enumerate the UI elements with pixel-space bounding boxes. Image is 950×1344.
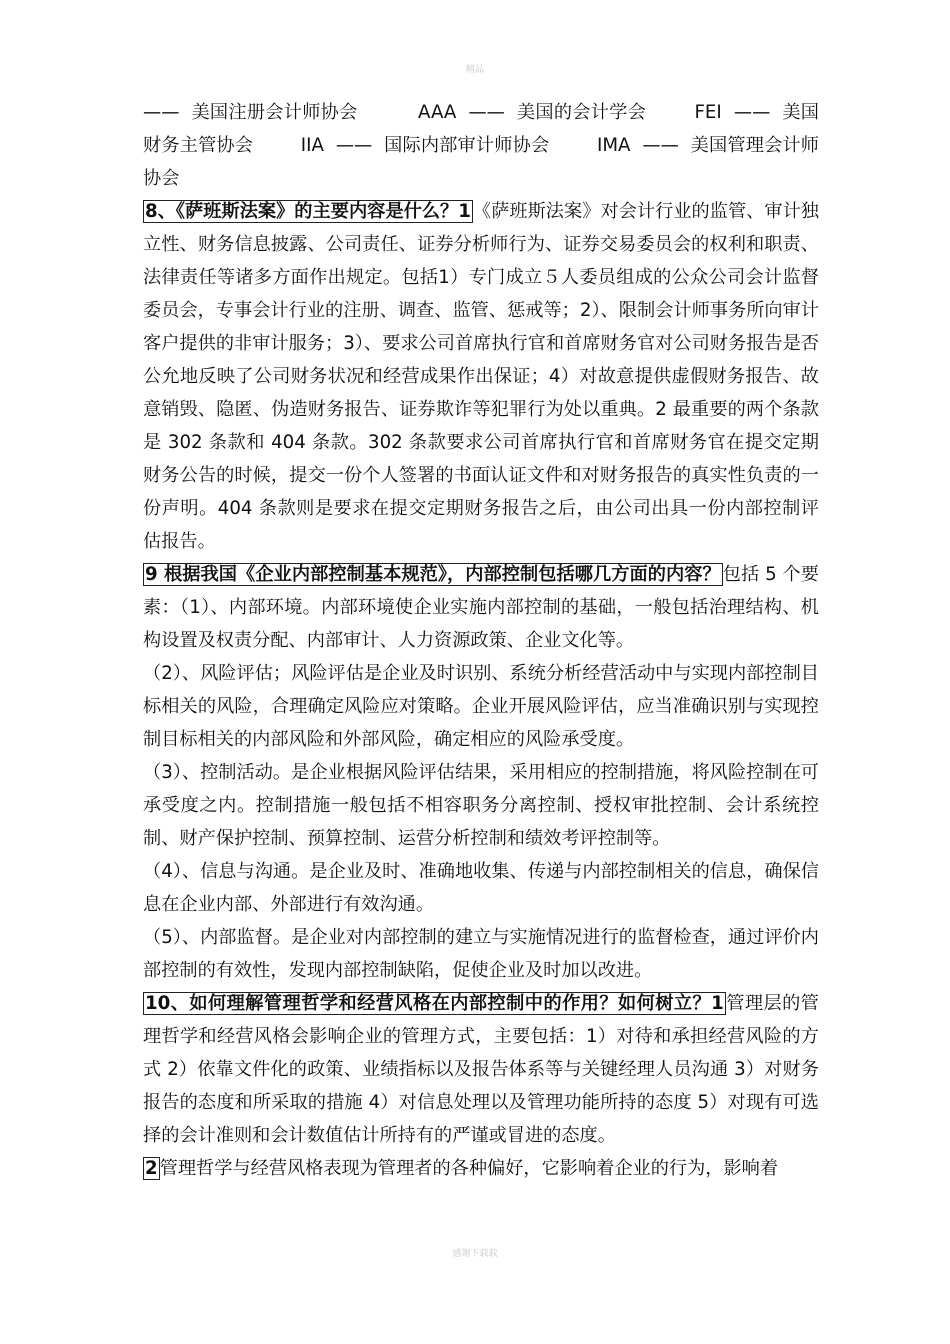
part-2-text: 管理哲学与经营风格表现为管理者的各种偏好，它影响着企业的行为，影响着 [159,1158,779,1179]
question-9-item: （2）、风险评估；风险评估是企业及时识别、系统分析经营活动中与实现内部控制目标相关的风险，合理确定风险应对策略。企业开展风险评估，应当准确识别与实现控制目标相关的内部风险和外部风险，确定相应的风险承受度。 [143,663,819,750]
part-2-marker: 2 [145,1158,158,1179]
question-10-part2 [143,1152,819,1185]
question-8-answer: 《萨班斯法案》对会计行业的监管、审计独立性、财务信息披露、公司责任、证券分析师行为、证券交易委员会的权利和职责、法律责任等诸多方面作出规定。包括1）专门成立５人委员组成的公众公司会计监督委员会，专事会计行业的注册、调查、监管、惩戒等；2）、限制会计师事务所向审计客户提供的非审计服务；3）、要求公司首席执行官和首席财务官对公司财务报告是否公允地反映了公司财务状况和经营成果作出保证；4）对故意提供虚假财务报告、故意销毁、隐匿、伪造财务报告、证券欺诈等犯罪行为处以重典。2 最重要的两个条款是 302 条款和 404 条款。302 条款要求公司首席执行官和首席财务官在提交定期财务公告的时候，提交一份个人签署的书面认证文件和对财务报告的真实性负责的一份声明。404 条款则是要求在提交定期财务报告之后，由公司出具一份内部控制评估报告。 [143,201,819,552]
question-8-heading: 8、《萨班斯法案》的主要内容是什么？1 [145,201,471,222]
question-9-item: （5）、内部监督。是企业对内部控制的建立与实施情况进行的监督检查，通过评价内部控制的有效性，发现内部控制缺陷，促使企业及时加以改进。 [143,927,819,981]
question-9-item: （3）、控制活动。是企业根据风险评估结果，采用相应的控制措施，将风险控制在可承受度之内。控制措施一般包括不相容职务分离控制、授权审批控制、会计系统控制、财产保护控制、预算控制、运营分析控制和绩效考评控制等。 [143,762,819,849]
question-9-heading: 9 根据我国《企业内部控制基本规范》，内部控制包括哪几方面的内容？ [145,564,721,585]
question-10-block [143,987,819,1152]
question-8-block [143,195,819,558]
page-footer: 感谢下载载 [452,1249,498,1259]
document-body [143,96,819,1185]
question-10-answer: 管理层的管理哲学和经营风格会影响企业的管理方式，主要包括：1）对待和承担经营风险的方式 2）依靠文件化的政策、业绩指标以及报告体系等与关键经理人员沟通 3）对财务报告的态度和所采取的措施 4）对信息处理以及管理功能所持的态度 5）对现有可选择的会计准则和会计数值估计所持有的严谨或冒进的态度。 [143,993,819,1146]
question-9-item: （4）、信息与沟通。是企业及时、准确地收集、传递与内部控制相关的信息，确保信息在企业内部、外部进行有效沟通。 [143,861,819,915]
question-9-intro: 包括 5 个要素：（1）、内部环境。内部环境使企业实施内部控制的基础，一般包括治理结构、机构设置及权责分配、内部审计、人力资源政策、企业文化等。 [143,564,819,651]
page-header: 精品 [465,65,484,75]
question-9-block [143,558,819,657]
organization-list: —— 美国注册会计师协会 AAA —— 美国的会计学会 FEI —— 美国财务主管协会 IIA —— 国际内部审计师协会 IMA —— 美国管理会计师协会 [143,102,819,189]
question-10-heading: 10、如何理解管理哲学和经营风格在内部控制中的作用？如何树立？1 [145,993,724,1014]
